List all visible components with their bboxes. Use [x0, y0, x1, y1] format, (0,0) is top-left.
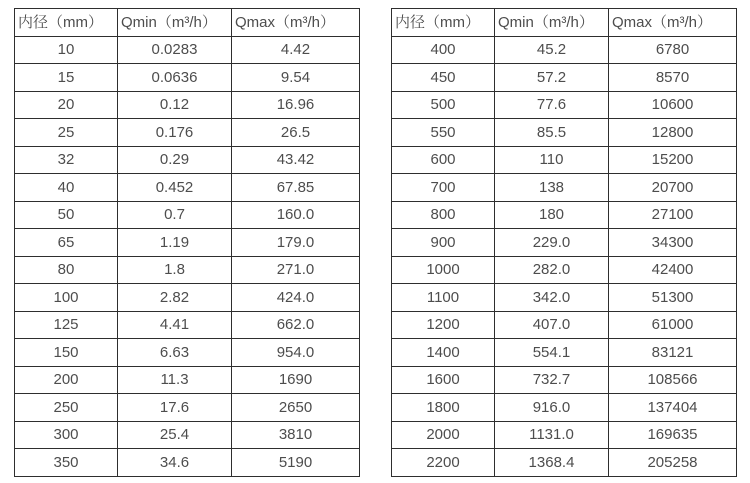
- table-cell: 110: [495, 146, 609, 174]
- table-cell: 1100: [392, 284, 495, 312]
- table-cell: 17.6: [118, 394, 232, 422]
- table-cell: 15: [15, 64, 118, 92]
- table-cell: 138: [495, 174, 609, 202]
- table-cell: 25: [15, 119, 118, 147]
- table-row: [15, 174, 360, 202]
- table-cell: 200: [15, 366, 118, 394]
- table-row: [392, 91, 737, 119]
- table-cell: 180: [495, 201, 609, 229]
- table-row: [392, 256, 737, 284]
- table-cell: 4.42: [232, 36, 360, 64]
- table-cell: 1.19: [118, 229, 232, 257]
- table-cell: 10: [15, 36, 118, 64]
- table-cell: 108566: [609, 366, 737, 394]
- table-row: [392, 229, 737, 257]
- table-cell: 1000: [392, 256, 495, 284]
- table-row: [15, 36, 360, 64]
- table-row: [392, 146, 737, 174]
- table-row: [15, 229, 360, 257]
- table-row: [392, 174, 737, 202]
- table-row: [15, 201, 360, 229]
- table-cell: 2200: [392, 449, 495, 477]
- header-row: [15, 9, 360, 37]
- table-cell: 0.176: [118, 119, 232, 147]
- table-cell: 1200: [392, 311, 495, 339]
- table-row: [392, 394, 737, 422]
- table-cell: 61000: [609, 311, 737, 339]
- table-cell: 0.29: [118, 146, 232, 174]
- table-cell: 600: [392, 146, 495, 174]
- table-cell: 80: [15, 256, 118, 284]
- table-cell: 57.2: [495, 64, 609, 92]
- table-cell: 800: [392, 201, 495, 229]
- column-header: Qmax（m³/h）: [609, 9, 737, 37]
- table-cell: 42400: [609, 256, 737, 284]
- table-row: [392, 119, 737, 147]
- table-cell: 50: [15, 201, 118, 229]
- table-cell: 342.0: [495, 284, 609, 312]
- table-row: [15, 394, 360, 422]
- table-cell: 4.41: [118, 311, 232, 339]
- table-cell: 12800: [609, 119, 737, 147]
- table-cell: 43.42: [232, 146, 360, 174]
- table-cell: 1.8: [118, 256, 232, 284]
- table-cell: 732.7: [495, 366, 609, 394]
- table-row: [392, 421, 737, 449]
- table-row: [15, 284, 360, 312]
- table-cell: 77.6: [495, 91, 609, 119]
- column-header: 内径（mm）: [15, 9, 118, 37]
- table-cell: 450: [392, 64, 495, 92]
- table-row: [15, 119, 360, 147]
- table-cell: 100: [15, 284, 118, 312]
- table-cell: 16.96: [232, 91, 360, 119]
- table-row: [392, 284, 737, 312]
- table-cell: 27100: [609, 201, 737, 229]
- table-row: [392, 366, 737, 394]
- table-cell: 10600: [609, 91, 737, 119]
- table-row: [15, 311, 360, 339]
- table-cell: 83121: [609, 339, 737, 367]
- table-cell: 67.85: [232, 174, 360, 202]
- table-row: [15, 339, 360, 367]
- table-cell: 300: [15, 421, 118, 449]
- table-cell: 32: [15, 146, 118, 174]
- table-cell: 916.0: [495, 394, 609, 422]
- table-cell: 400: [392, 36, 495, 64]
- table-cell: 169635: [609, 421, 737, 449]
- table-cell: 900: [392, 229, 495, 257]
- table-cell: 11.3: [118, 366, 232, 394]
- table-row: [15, 449, 360, 477]
- table-row: [15, 256, 360, 284]
- table-row: [392, 36, 737, 64]
- table-cell: 1800: [392, 394, 495, 422]
- table-row: [15, 421, 360, 449]
- table-cell: 0.0283: [118, 36, 232, 64]
- table-row: [15, 146, 360, 174]
- table-cell: 85.5: [495, 119, 609, 147]
- table-cell: 662.0: [232, 311, 360, 339]
- table-row: [15, 64, 360, 92]
- table-cell: 160.0: [232, 201, 360, 229]
- table-cell: 15200: [609, 146, 737, 174]
- table-cell: 1400: [392, 339, 495, 367]
- table-cell: 2000: [392, 421, 495, 449]
- table-row: [392, 339, 737, 367]
- table-cell: 125: [15, 311, 118, 339]
- table-row: [15, 366, 360, 394]
- table-cell: 1368.4: [495, 449, 609, 477]
- table-cell: 40: [15, 174, 118, 202]
- table-cell: 271.0: [232, 256, 360, 284]
- table-cell: 34300: [609, 229, 737, 257]
- table-cell: 179.0: [232, 229, 360, 257]
- table-cell: 137404: [609, 394, 737, 422]
- table-cell: 51300: [609, 284, 737, 312]
- table-cell: 250: [15, 394, 118, 422]
- table-cell: 0.0636: [118, 64, 232, 92]
- column-header: 内径（mm）: [392, 9, 495, 37]
- table-cell: 500: [392, 91, 495, 119]
- table-cell: 229.0: [495, 229, 609, 257]
- table-cell: 25.4: [118, 421, 232, 449]
- table-row: [392, 311, 737, 339]
- header-row: [392, 9, 737, 37]
- flow-table-left: [14, 8, 360, 477]
- table-cell: 1600: [392, 366, 495, 394]
- table-cell: 407.0: [495, 311, 609, 339]
- table-cell: 350: [15, 449, 118, 477]
- table-cell: 26.5: [232, 119, 360, 147]
- table-cell: 65: [15, 229, 118, 257]
- table-cell: 3810: [232, 421, 360, 449]
- table-row: [392, 64, 737, 92]
- flow-table-right: [391, 8, 737, 477]
- column-header: Qmax（m³/h）: [232, 9, 360, 37]
- table-cell: 1690: [232, 366, 360, 394]
- table-cell: 0.452: [118, 174, 232, 202]
- table-row: [15, 91, 360, 119]
- table-cell: 8570: [609, 64, 737, 92]
- table-cell: 1131.0: [495, 421, 609, 449]
- table-cell: 700: [392, 174, 495, 202]
- table-cell: 150: [15, 339, 118, 367]
- table-cell: 0.7: [118, 201, 232, 229]
- table-cell: 205258: [609, 449, 737, 477]
- table-cell: 34.6: [118, 449, 232, 477]
- table-cell: 6780: [609, 36, 737, 64]
- column-header: Qmin（m³/h）: [495, 9, 609, 37]
- table-cell: 954.0: [232, 339, 360, 367]
- table-cell: 424.0: [232, 284, 360, 312]
- column-header: Qmin（m³/h）: [118, 9, 232, 37]
- table-row: [392, 201, 737, 229]
- table-cell: 9.54: [232, 64, 360, 92]
- table-cell: 5190: [232, 449, 360, 477]
- table-cell: 20700: [609, 174, 737, 202]
- table-cell: 45.2: [495, 36, 609, 64]
- table-cell: 2.82: [118, 284, 232, 312]
- table-row: [392, 449, 737, 477]
- table-cell: 554.1: [495, 339, 609, 367]
- table-cell: 2650: [232, 394, 360, 422]
- table-cell: 550: [392, 119, 495, 147]
- table-cell: 282.0: [495, 256, 609, 284]
- table-cell: 0.12: [118, 91, 232, 119]
- table-cell: 20: [15, 91, 118, 119]
- table-cell: 6.63: [118, 339, 232, 367]
